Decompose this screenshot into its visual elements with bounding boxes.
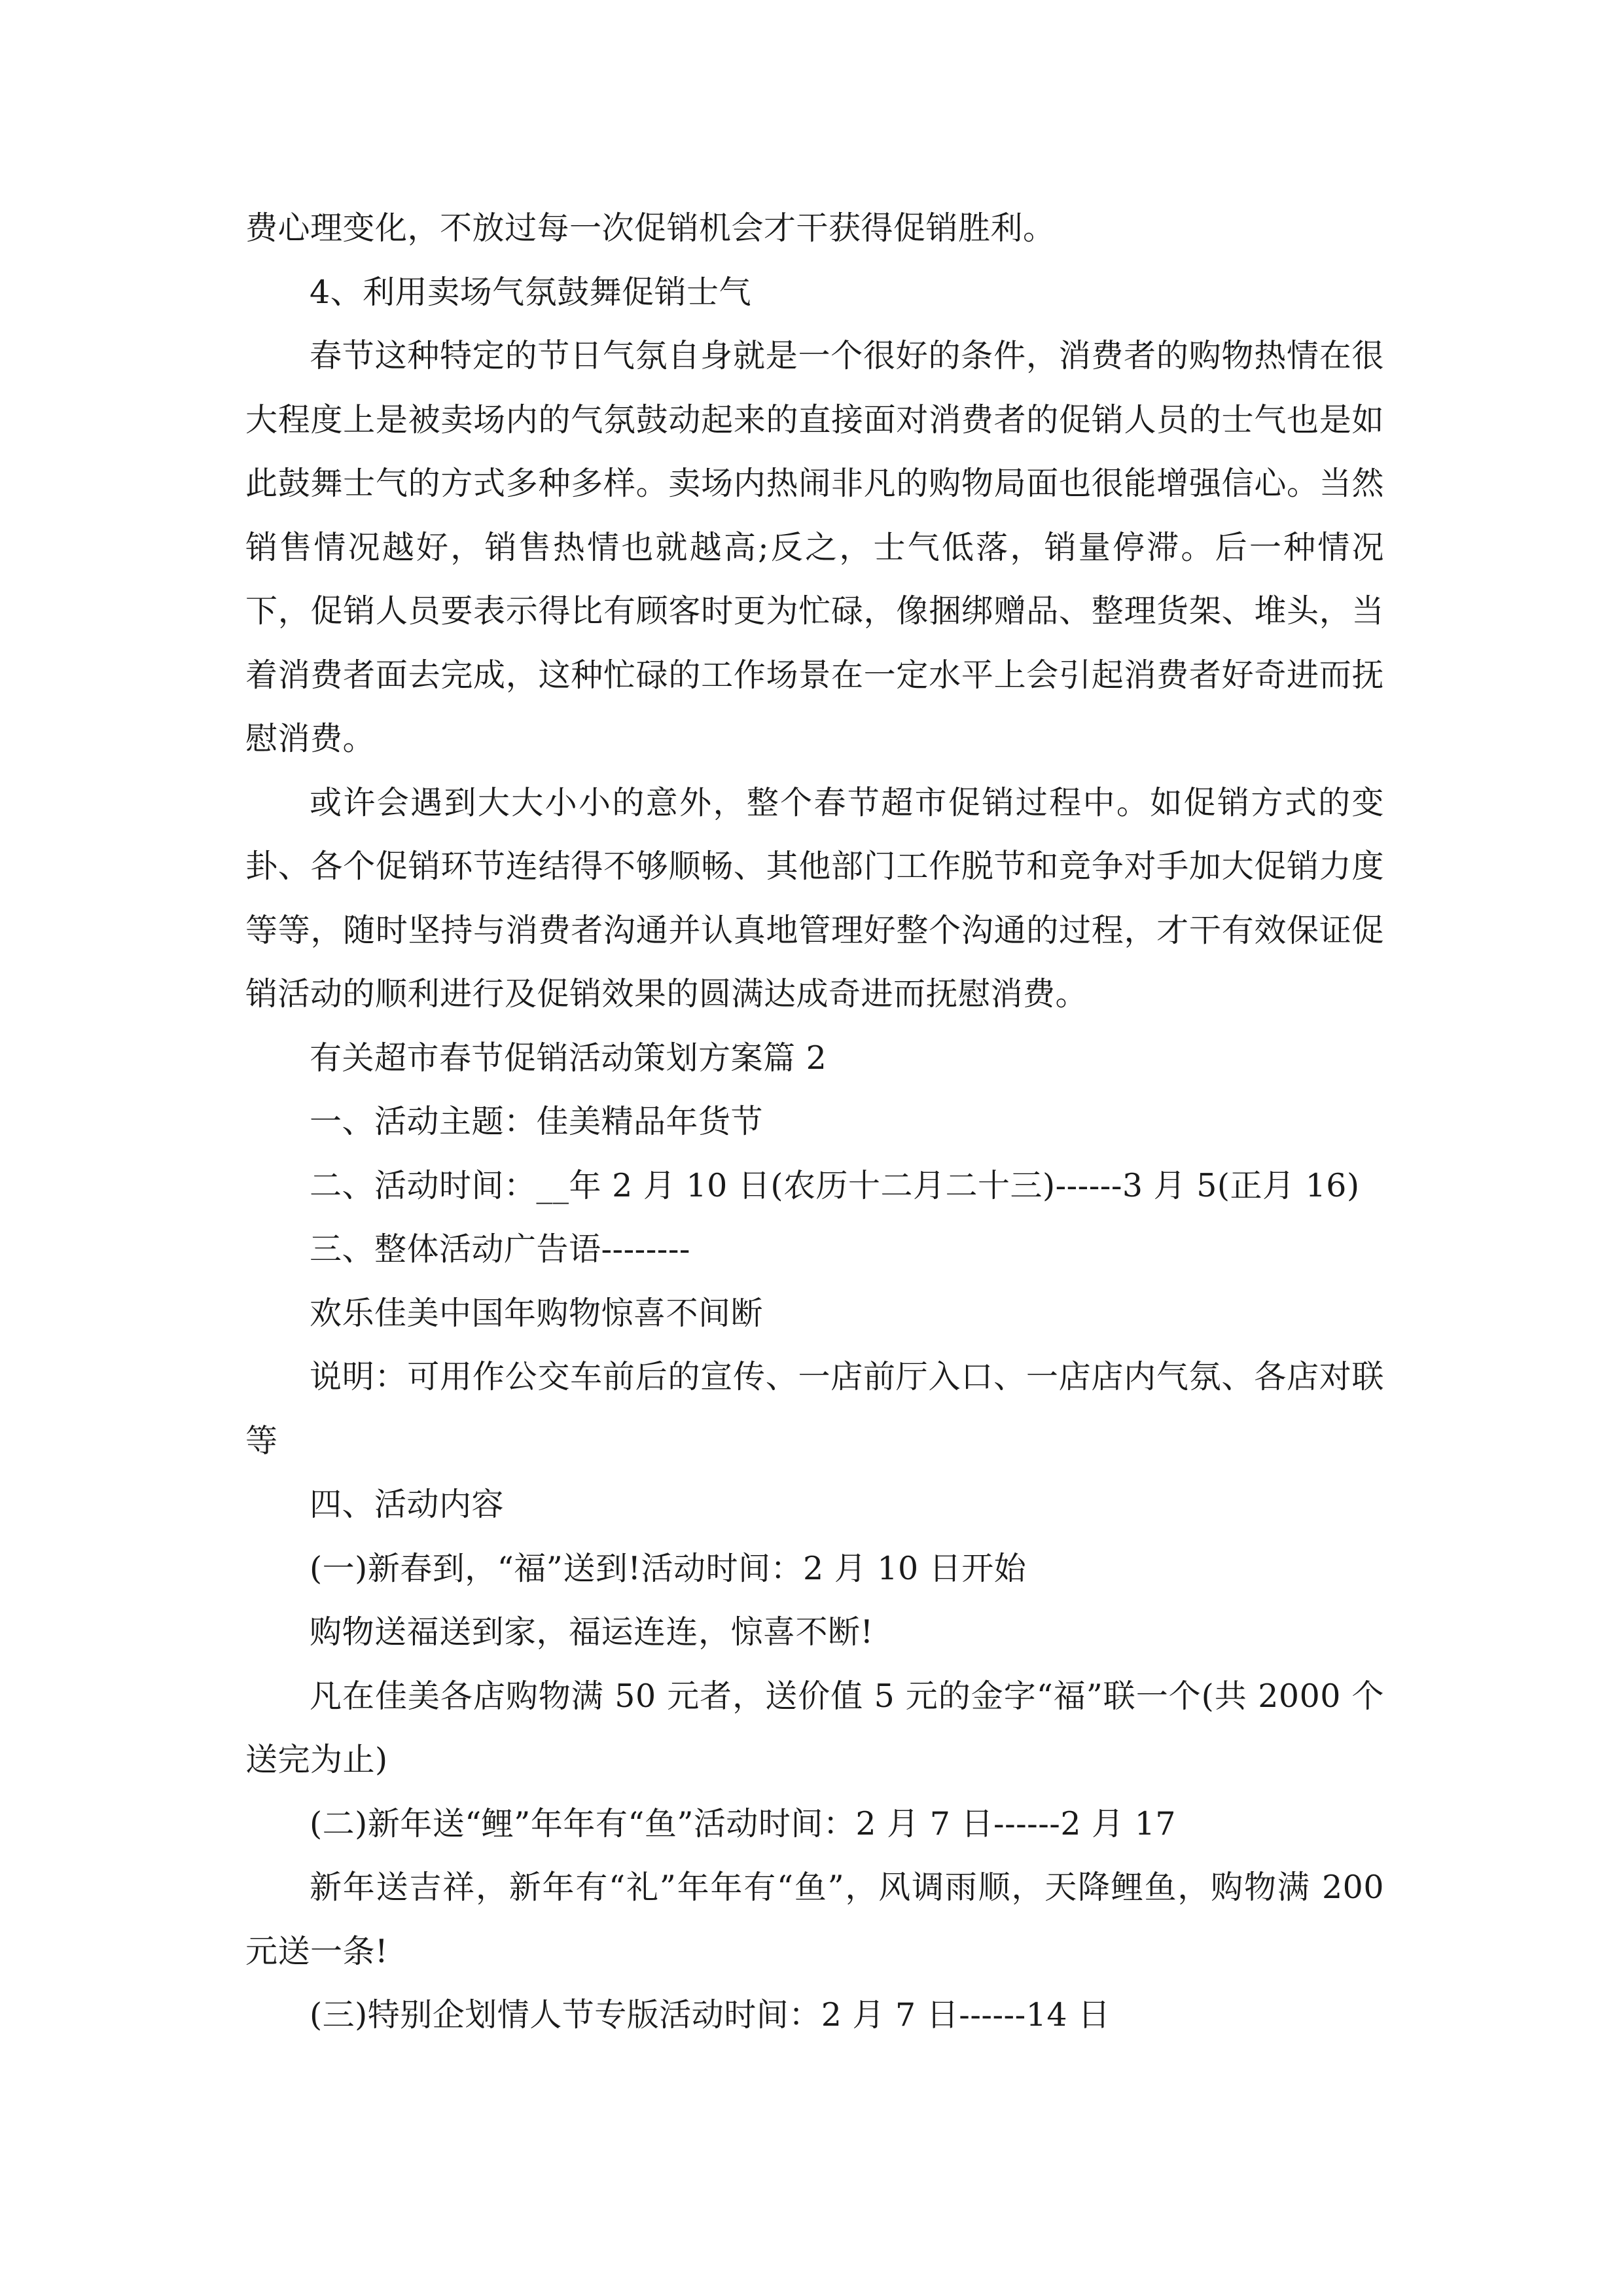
slogan-note: 说明：可用作公交车前后的宣传、一店前厅入口、一店店内气氛、各店对联等	[245, 1358, 1384, 1460]
document-page	[245, 196, 1384, 2047]
plan-title: 有关超市春节促销活动策划方案篇 2	[310, 1039, 827, 1077]
activity-one-detail: 凡在佳美各店购物满 50 元者，送价值 5 元的金字“福”联一个(共 2000 个送完为止)	[245, 1677, 1384, 1778]
activity-three-title: (三)特别企划情人节专版活动时间：2 月 7 日------14 日	[310, 1996, 1111, 2034]
activity-two-detail: 新年送吉祥，新年有“礼”年年有“鱼”，风调雨顺，天降鲤鱼，购物满 200 元送一条!	[245, 1869, 1384, 1970]
activity-one-title: (一)新春到，“福”送到!活动时间：2 月 10 日开始	[310, 1549, 1027, 1587]
paragraph-accidents: 或许会遇到大大小小的意外，整个春节超市促销过程中。如促销方式的变卦、各个促销环节连结得不够顺畅、其他部门工作脱节和竞争对手加大促销力度等等，随时坚持与消费者沟通并认真地管理好整个沟通的过程，才干有效保证促销活动的顺利进行及促销效果的圆满达成奇进而抚慰消费。	[245, 783, 1384, 1013]
paragraph-continuation: 费心理变化，不放过每一次促销机会才干获得促销胜利。	[245, 209, 1056, 247]
section-heading-atmosphere: 4、利用卖场气氛鼓舞促销士气	[310, 273, 752, 311]
activity-one-slogan: 购物送福送到家，福运连连，惊喜不断!	[310, 1613, 874, 1651]
activity-two-title: (二)新年送“鲤”年年有“鱼”活动时间：2 月 7 日------2 月 17	[310, 1804, 1177, 1842]
activity-content-heading: 四、活动内容	[310, 1486, 505, 1523]
activity-slogan-heading: 三、整体活动广告语--------	[310, 1230, 690, 1268]
paragraph-atmosphere: 春节这种特定的节日气氛自身就是一个很好的条件，消费者的购物热情在很大程度上是被卖场内的气氛鼓动起来的直接面对消费者的促销人员的士气也是如此鼓舞士气的方式多种多样。卖场内热闹非凡的购物局面也很能增强信心。当然销售情况越好，销售热情也就越高;反之，士气低落，销量停滞。后一种情况下，促销人员要表示得比有顾客时更为忙碌，像捆绑赠品、整理货架、堆头，当着消费者面去完成，这种忙碌的工作场景在一定水平上会引起消费者好奇进而抚慰消费。	[245, 337, 1384, 757]
activity-slogan: 欢乐佳美中国年购物惊喜不间断	[310, 1294, 764, 1332]
activity-theme: 一、活动主题：佳美精品年货节	[310, 1103, 764, 1140]
activity-time: 二、活动时间：__年 2 月 10 日(农历十二月二十三)------3 月 5(正月 16)	[310, 1166, 1360, 1204]
